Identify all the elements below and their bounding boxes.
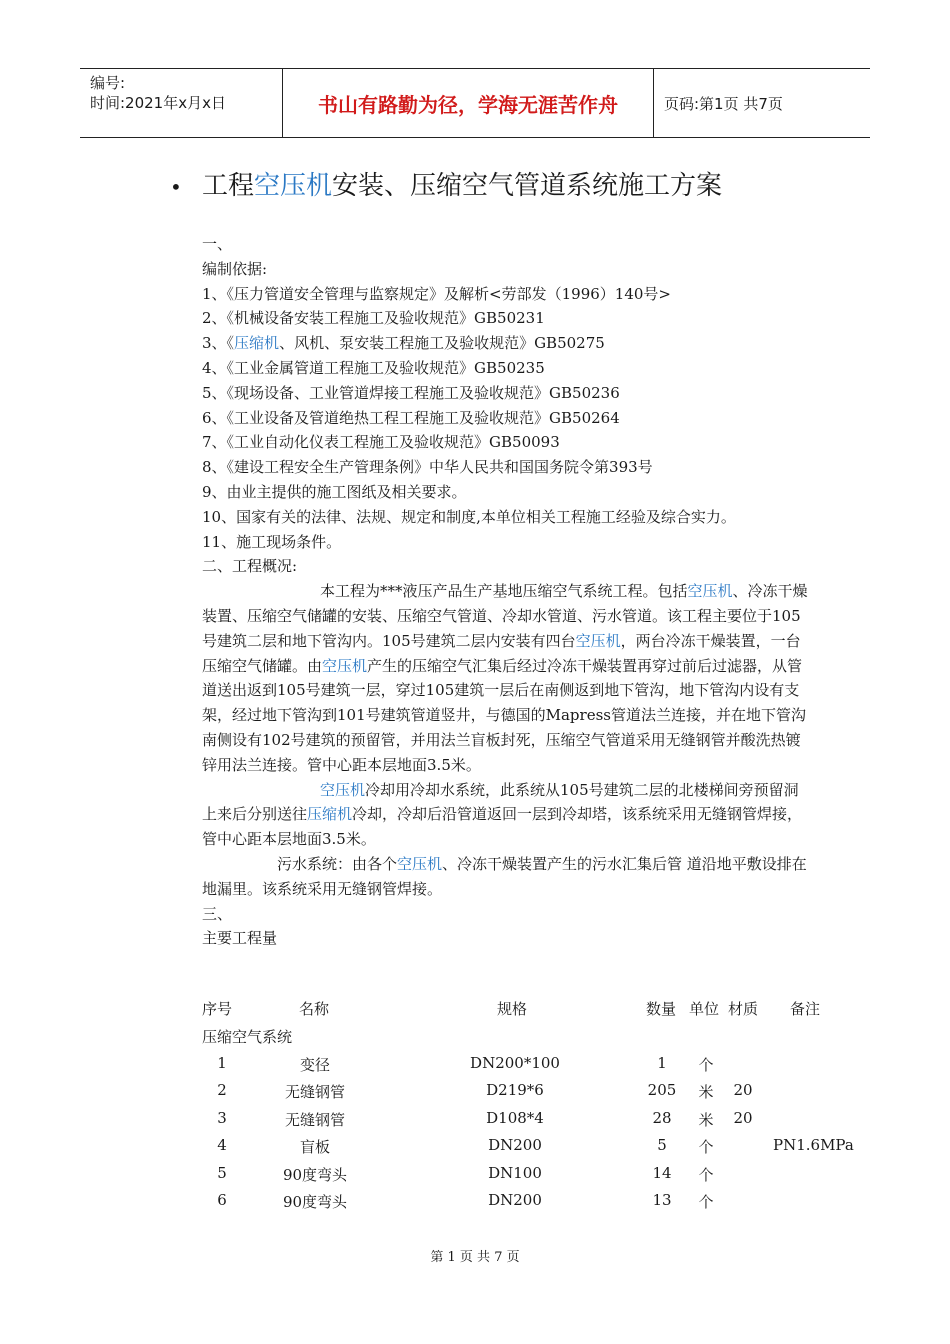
cell-name: 变径 xyxy=(299,1055,331,1074)
basis-item: 4、《工业金属管道工程施工及验收规范》GB50235 xyxy=(202,358,545,377)
col-header-name: 名称 xyxy=(299,1000,330,1018)
basis-item: 6、《工业设备及管道绝热工程工程施工及验收规范》GB50264 xyxy=(202,408,620,427)
cell-index: 1 xyxy=(217,1053,227,1072)
header-table xyxy=(80,68,870,138)
cell-unit: 个 xyxy=(698,1165,714,1184)
header-page-label: 页码:第1页 共7页 xyxy=(664,94,783,113)
cell-index: 2 xyxy=(217,1081,227,1099)
basis-item-prefix: 3、《 xyxy=(202,334,235,353)
col-header-unit: 单位 xyxy=(689,1000,720,1018)
col-header-qty: 数量 xyxy=(646,1000,677,1018)
cell-index: 5 xyxy=(217,1163,227,1182)
basis-item: 11、施工现场条件。 xyxy=(202,532,342,551)
cell-qty: 13 xyxy=(652,1191,672,1209)
col-header-index: 序号 xyxy=(202,1000,233,1018)
cell-spec: DN200*100 xyxy=(470,1053,560,1072)
basis-item: 1、《压力管道安全管理与监察规定》及解析<劳部发（1996）140号> xyxy=(202,284,671,303)
cell-unit: 个 xyxy=(698,1193,714,1211)
cooling-paragraph xyxy=(202,778,812,852)
text-run: 、冷冻干燥装置产生的污水汇集后管 道沿地平敷设排在地漏里。该系统采用无缝钢管焊接。 xyxy=(202,854,807,898)
number-label: 编号: xyxy=(90,74,126,92)
text-run: 本工程为***液压产品生产基地压缩空气系统工程。包括 xyxy=(320,582,688,601)
cell-qty: 1 xyxy=(657,1053,667,1072)
section3-heading: 主要工程量 xyxy=(202,929,278,948)
cell-name: 盲板 xyxy=(299,1138,331,1156)
section1-number: 一、 xyxy=(202,235,233,253)
text-run: 冷却，冷却后沿管道返回一层到冷却塔，该系统采用无缝钢管焊接，管中心距本层地面3.5米。 xyxy=(202,805,803,849)
cell-spec: D108*4 xyxy=(486,1108,544,1127)
cell-name: 无缝钢管 xyxy=(284,1083,346,1101)
cell-qty: 205 xyxy=(647,1081,677,1099)
col-header-spec: 规格 xyxy=(497,1000,528,1018)
table-body xyxy=(202,1054,862,1219)
basis-item: 7、《工业自动化仪表工程施工及验收规范》GB50093 xyxy=(202,433,560,452)
table-header-row xyxy=(202,998,862,1026)
section2-heading: 二、工程概况: xyxy=(202,557,298,576)
cell-index: 6 xyxy=(217,1191,227,1209)
sewage-paragraph xyxy=(202,852,812,902)
air-compressor-link[interactable]: 空压机 xyxy=(322,656,368,675)
col-header-remark: 备注 xyxy=(790,1000,821,1018)
page-footer: 第 1 页 共 7 页 xyxy=(430,1250,520,1265)
table-group-row xyxy=(202,1026,862,1054)
document-body xyxy=(202,232,812,951)
basis-item: 2、《机械设备安装工程施工及验收规范》GB50231 xyxy=(202,309,545,328)
cell-material: 20 xyxy=(733,1108,753,1127)
air-compressor-link[interactable]: 空压机 xyxy=(575,631,621,650)
table-row xyxy=(202,1191,862,1219)
cell-spec: D219*6 xyxy=(486,1081,544,1099)
basis-item: 5、《现场设备、工业管道焊接工程施工及验收规范》GB50236 xyxy=(202,383,620,402)
cell-unit: 个 xyxy=(698,1138,714,1156)
text-run: 产生的压缩空气汇集后经过冷冻干燥装置再穿过前后过滤器，从管道送出返到105号建筑一层，穿过105建筑一层后在南侧返到地下管沟，地下管沟内设有支架，经过地下管沟到101号建筑管道竖井，与德国的Mapress管道法兰连接，并在地下管沟南侧设有102号建筑的预留管，并用法兰盲板封死，压缩空气管道采用无缝钢管并酸洗热镀锌用法兰连接。管中心距本层地面3.5米。 xyxy=(202,656,806,774)
table-row xyxy=(202,1109,862,1137)
cell-material: 20 xyxy=(733,1081,753,1099)
cell-qty: 28 xyxy=(652,1108,672,1127)
basis-item-rest: 、风机、泵安装工程施工及验收规范》GB50275 xyxy=(279,334,605,353)
cell-name: 无缝钢管 xyxy=(284,1110,346,1129)
cell-spec: DN200 xyxy=(488,1191,542,1209)
cell-index: 3 xyxy=(217,1108,227,1127)
compressor-link[interactable]: 压缩机 xyxy=(234,334,280,353)
title-bullet: • xyxy=(170,175,182,199)
table-row xyxy=(202,1136,862,1164)
air-compressor-link[interactable]: 空压机 xyxy=(320,780,366,799)
header-meta xyxy=(80,69,282,137)
basis-item: 8、《建设工程安全生产管理条例》中华人民共和国国务院令第393号 xyxy=(202,458,653,477)
document-title xyxy=(170,166,722,207)
cell-spec: DN100 xyxy=(488,1163,542,1182)
title-part3: 安装、压缩空气管道系统施工方案 xyxy=(332,171,723,201)
cell-spec: DN200 xyxy=(488,1136,542,1154)
text-run: ，两台冷冻干燥装置，一台压缩空气储罐。由 xyxy=(202,631,801,675)
overview-paragraph xyxy=(202,579,812,777)
cell-remark: PN1.6MPa xyxy=(773,1136,854,1154)
title-link[interactable]: 空压机 xyxy=(254,171,333,201)
cell-qty: 14 xyxy=(652,1163,672,1182)
quantity-table xyxy=(202,998,862,1219)
air-compressor-link[interactable]: 空压机 xyxy=(687,582,733,601)
table-row xyxy=(202,1081,862,1109)
air-compressor-link[interactable]: 空压机 xyxy=(397,854,443,873)
section3-number: 三、 xyxy=(202,904,233,923)
cell-unit: 米 xyxy=(698,1083,714,1101)
header-motto: 书山有路勤为径，学海无涯苦作舟 xyxy=(282,69,654,137)
compressor-link[interactable]: 压缩机 xyxy=(307,805,353,824)
basis-item: 9、由业主提供的施工图纸及相关要求。 xyxy=(202,482,467,501)
col-header-material: 材质 xyxy=(728,1000,759,1018)
cell-name: 90度弯头 xyxy=(282,1165,348,1184)
cell-qty: 5 xyxy=(657,1136,667,1154)
cell-unit: 个 xyxy=(698,1055,714,1074)
section1-heading: 编制依据: xyxy=(202,259,268,278)
title-part1: 工程 xyxy=(202,171,255,201)
table-row xyxy=(202,1164,862,1192)
cell-unit: 米 xyxy=(698,1110,714,1129)
text-run: 污水系统：由各个 xyxy=(277,854,398,873)
group-label: 压缩空气系统 xyxy=(202,1028,293,1046)
cell-name: 90度弯头 xyxy=(282,1193,348,1211)
table-row xyxy=(202,1054,862,1082)
basis-item: 10、国家有关的法律、法规、规定和制度,本单位相关工程施工经验及综合实力。 xyxy=(202,507,736,526)
basis-item xyxy=(202,331,812,356)
text-run: 冷却用冷却水系统，此系统从105号建筑二层的北楼梯间旁预留洞上来后分别送往 xyxy=(202,780,799,824)
text-run: 、冷冻干燥装置、压缩空气储罐的安装、压缩空气管道、冷却水管道、污水管道。该工程主要位于105号建筑二层和地下管沟内。105号建筑二层内安装有四台 xyxy=(202,582,808,650)
time-label: 时间:2021年x月x日 xyxy=(90,94,226,112)
cell-index: 4 xyxy=(217,1136,227,1154)
